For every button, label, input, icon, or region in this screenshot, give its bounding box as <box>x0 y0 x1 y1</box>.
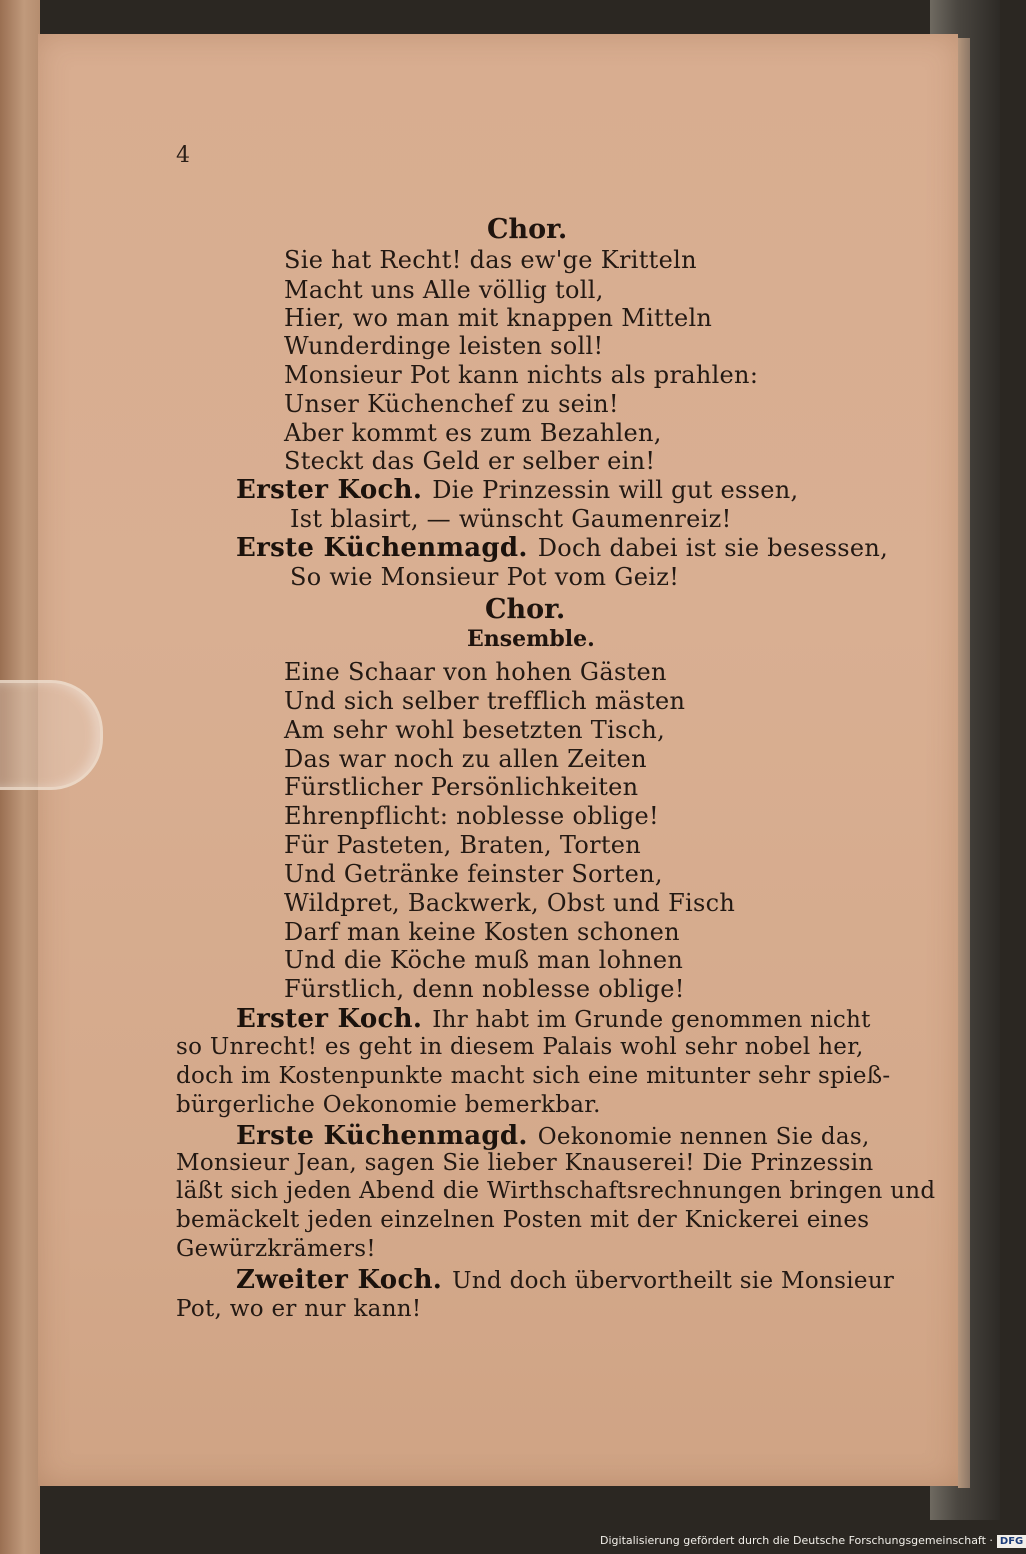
verse-line: Hier, wo man mit knappen Mitteln <box>284 304 713 332</box>
dialogue-line <box>236 533 888 563</box>
verse-line: Darf man keine Kosten schonen <box>284 918 680 946</box>
plastic-clip <box>0 680 103 790</box>
verse-line: Aber kommt es zum Bezahlen, <box>284 419 662 447</box>
prose-text: Und doch übervortheilt sie Monsieur <box>452 1268 895 1294</box>
chorus-heading: Chor. <box>487 214 568 245</box>
dialogue-line: So wie Monsieur Pot vom Geiz! <box>290 563 680 591</box>
digitization-credit <box>600 1534 1024 1552</box>
prose-line: bemäckelt jeden einzelnen Posten mit der Knickerei eines <box>176 1207 870 1233</box>
prose-line: Monsieur Jean, sagen Sie lieber Knauserei! Die Prinzessin <box>176 1150 874 1176</box>
verse-line: Fürstlicher Persönlichkeiten <box>284 773 639 801</box>
verse-line: Fürstlich, denn noblesse oblige! <box>284 975 685 1003</box>
prose-text: Ihr habt im Grunde genommen nicht <box>432 1007 871 1033</box>
prose-line: Pot, wo er nur kann! <box>176 1296 422 1322</box>
page-number: 4 <box>176 143 190 168</box>
verse-line: Wildpret, Backwerk, Obst und Fisch <box>284 889 736 917</box>
prose-line: läßt sich jeden Abend die Wirthschaftsrechnungen bringen und <box>176 1178 936 1204</box>
verse-line: Eine Schaar von hohen Gästen <box>284 658 667 686</box>
speaker-name: Erster Koch. <box>236 475 423 505</box>
dialogue-text: Die Prinzessin will gut essen, <box>432 476 799 504</box>
dfg-logo: DFG <box>997 1535 1026 1548</box>
verse-line: Ehrenpflicht: noblesse oblige! <box>284 802 659 830</box>
dialogue-line <box>236 475 798 505</box>
verse-line: Und sich selber trefflich mästen <box>284 687 686 715</box>
prose-text: Oekonomie nennen Sie das, <box>537 1124 870 1150</box>
verse-line: Das war noch zu allen Zeiten <box>284 745 647 773</box>
page-edge <box>958 38 970 1488</box>
verse-line: Unser Küchenchef zu sein! <box>284 390 619 418</box>
dialogue-line: Ist blasirt, — wünscht Gaumenreiz! <box>290 505 732 533</box>
prose-line <box>236 1121 870 1151</box>
speaker-name: Zweiter Koch. <box>236 1265 443 1295</box>
prose-line <box>236 1004 871 1034</box>
ensemble-heading: Ensemble. <box>467 626 595 652</box>
verse-line: Steckt das Geld er selber ein! <box>284 447 656 475</box>
verse-line: Und die Köche muß man lohnen <box>284 946 684 974</box>
prose-line: so Unrecht! es geht in diesem Palais wohl sehr nobel her, <box>176 1034 864 1060</box>
dialogue-text: Doch dabei ist sie besessen, <box>537 534 889 562</box>
verse-line: Für Pasteten, Braten, Torten <box>284 831 642 859</box>
verse-line: Macht uns Alle völlig toll, <box>284 276 604 304</box>
verse-line: Wunderdinge leisten soll! <box>284 332 604 360</box>
speaker-name: Erste Küchenmagd. <box>236 533 528 563</box>
credit-text: Digitalisierung gefördert durch die Deutsche Forschungsgemeinschaft · <box>600 1534 993 1547</box>
prose-line: Gewürzkrämers! <box>176 1236 376 1262</box>
verse-line: Am sehr wohl besetzten Tisch, <box>284 716 666 744</box>
speaker-name: Erste Küchenmagd. <box>236 1121 528 1151</box>
prose-line: doch im Kostenpunkte macht sich eine mitunter sehr spieß- <box>176 1063 891 1089</box>
speaker-name: Erster Koch. <box>236 1004 423 1034</box>
verse-line: Sie hat Recht! das ew'ge Kritteln <box>284 246 697 274</box>
verse-line: Monsieur Pot kann nichts als prahlen: <box>284 361 759 389</box>
verse-line: Und Getränke feinster Sorten, <box>284 860 663 888</box>
prose-line: bürgerliche Oekonomie bemerkbar. <box>176 1092 601 1118</box>
prose-line <box>236 1265 894 1295</box>
chorus-heading: Chor. <box>485 594 566 625</box>
